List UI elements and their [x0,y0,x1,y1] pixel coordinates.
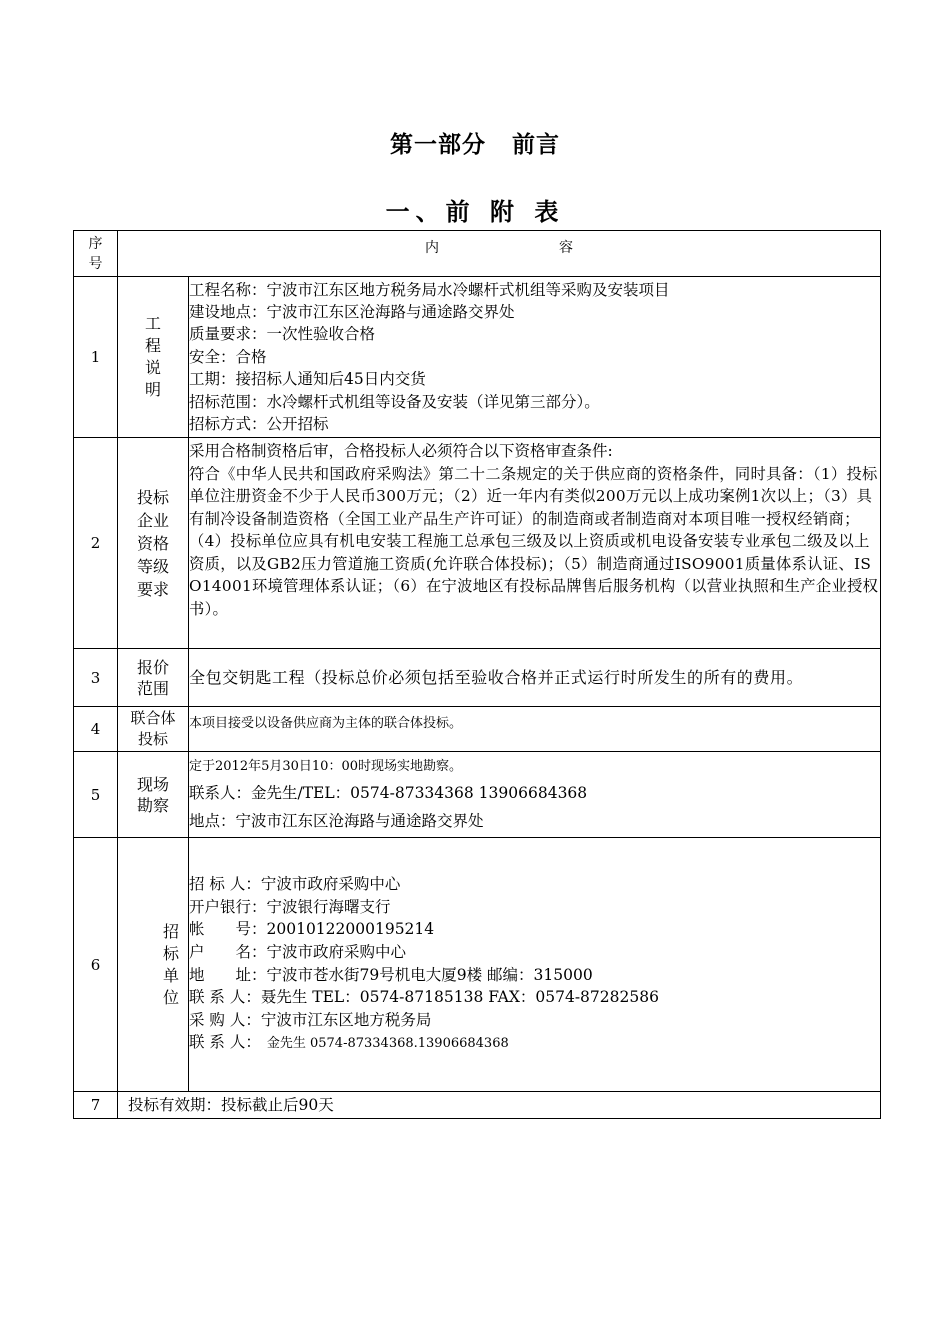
front-appendix-table [73,230,881,1119]
qualification-intro: 采用合格制资格后审，合格投标人必须符合以下资格审查条件: [189,442,613,460]
row-2-category-line: 要求 [136,579,169,599]
table-row-4 [74,707,881,752]
account-number: 帐 号：20010122000195214 [189,920,435,939]
row-2-no: 2 [74,438,118,649]
part-title-sub: 前言 [512,132,560,158]
part-title [0,126,950,159]
row-5-content [189,752,881,838]
row-6-category-char: 位 [162,987,179,1007]
row-6-category [118,838,189,1092]
row-2-category-line: 资格 [136,533,169,553]
tenderer: 招 标 人：宁波市政府采购中心 [189,875,401,894]
row-1-category-char: 程 [144,336,161,355]
tender-scope: 招标范围：水冷螺杆式机组等设备及安装（详见第三部分）。 [189,392,600,411]
row-2-category-line: 等级 [136,556,169,576]
bid-validity: 投标有效期：投标截止后90天 [128,1095,334,1114]
row-2-category [118,438,189,649]
row-4-category-line: 联合体 [130,709,176,727]
row-7-content [118,1092,881,1119]
row-1-content [189,277,881,438]
bank: 开户银行：宁波银行海曙支行 [189,897,391,916]
safety-requirement: 安全：合格 [189,347,267,366]
consortium-statement: 本项目接受以设备供应商为主体的联合体投标。 [189,716,463,731]
header-seq-label: 序号 [88,235,103,272]
section-title: 一、前 附 表 [385,198,565,226]
table-row-1 [74,277,881,438]
row-3-content [189,649,881,707]
quality-requirement: 质量要求：一次性验收合格 [189,325,376,344]
project-name: 工程名称：宁波市江东区地方税务局水冷螺杆式机组等采购及安装项目 [189,280,670,299]
header-content-a: 内 [425,240,439,256]
purchaser-contact [189,1031,880,1056]
address: 地 址：宁波市苍水街79号机电大厦9楼 邮编：315000 [189,965,593,984]
row-3-category-line: 范围 [136,678,169,698]
row-1-category-char: 明 [144,380,161,399]
row-3-category [118,649,189,707]
quotation-scope: 全包交钥匙工程（投标总价必须包括至验收合格并正式运行时所发生的所有的费用。 [189,667,804,687]
row-4-category-line: 投标 [137,730,168,748]
row-6-content [189,838,881,1092]
row-1-no: 1 [74,277,118,438]
row-1-category [118,277,189,438]
table-row-5 [74,752,881,838]
row-3-no: 3 [74,649,118,707]
table-row-2 [74,438,881,649]
tender-method: 招标方式：公开招标 [189,415,329,434]
row-6-category-char: 标 [162,943,179,963]
row-5-category-line: 勘察 [136,795,169,815]
purchaser-contact-label: 联 系 人： [189,1033,261,1052]
row-6-category-char: 招 [162,921,179,941]
header-seq-cell [74,231,118,277]
row-6-category-char: 单 [162,965,179,985]
table-header-row [74,231,881,277]
qualification-conditions: 符合《中华人民共和国政府采购法》第二十二条规定的关于供应商的资格条件，同时具备：（1）投标单位注册资金不少于人民币300万元；（2）近一年内有类似200万元以上成功案例1次以上；（3）具有制冷设备制造资格（全国工业产品生产许可证）的制造商或者制造商对本项目唯一授权经销商；（4）投标单位应具有机电安装工程施工总承包三级及以上资质或机电设备安装专业承包二级及以上资质，以及GB2压力管道施工资质(允许联合体投标)；（5）制造商通过ISO9001质量体系认证、ISO14001环境管理体系认证；（6）在宁波地区有投标品牌售后服务机构（以营业执照和生产企业授权书）。 [189,464,879,618]
tenderer-contact: 联 系 人：聂先生 TEL：0574-87185138 FAX：0574-87282586 [189,988,659,1007]
construction-period: 工期：接招标人通知后45日内交货 [189,370,426,389]
site-survey-location: 地点：宁波市江东区沧海路与通途路交界处 [189,812,484,830]
row-5-category-line: 现场 [136,774,169,794]
row-4-content [189,707,881,752]
row-5-category [118,752,189,838]
row-1-category-char: 工 [144,314,161,333]
header-content-cell [118,231,881,277]
site-survey-time: 定于2012年5月30日10：00时现场实地勘察。 [189,759,462,774]
part-title-main: 第一部分 [390,132,486,158]
account-name: 户 名：宁波市政府采购中心 [189,942,407,961]
row-6-no: 6 [74,838,118,1092]
row-7-no: 7 [74,1092,118,1119]
project-location: 建设地点：宁波市江东区沧海路与通途路交界处 [189,302,515,321]
row-2-category-line: 投标 [136,487,169,507]
row-4-no: 4 [74,707,118,752]
row-1-category-char: 说 [144,358,161,377]
header-content-b: 容 [559,240,573,256]
row-2-content [189,438,881,649]
table-row-3 [74,649,881,707]
row-3-category-line: 报价 [136,657,169,677]
site-survey-contact: 联系人：金先生/TEL：0574-87334368 13906684368 [189,784,588,802]
row-5-no: 5 [74,752,118,838]
table-row-6 [74,838,881,1092]
purchaser: 采 购 人：宁波市江东区地方税务局 [189,1010,432,1029]
purchaser-contact-value: 金先生 0574-87334368.13906684368 [266,1036,509,1052]
row-4-category [118,707,189,752]
row-2-category-line: 企业 [136,510,169,530]
table-row-7 [74,1092,881,1119]
